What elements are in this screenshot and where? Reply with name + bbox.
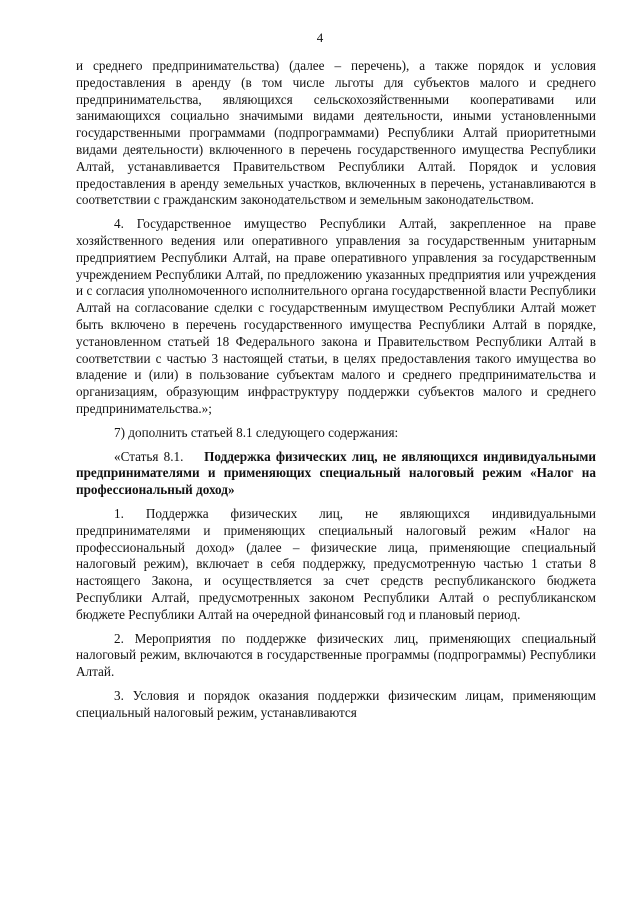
article-heading [76, 449, 596, 499]
document-body [76, 58, 596, 728]
article-paragraph-1: 1. Поддержка физических лиц, не являющихся индивидуальными предпринимателями и применяющих специальный налоговый режим «Налог на профессиональный доход» (далее – физические лица, применяющие специальный налоговый режим), включает в себя поддержку, предусмотренную частью 1 статьи 8 настоящего Закона, и осуществляется за счет средств республиканского бюджета Республики Алтай, предусмотренных законом Республики Алтай о республиканском бюджете Республики Алтай на очередной финансовый год и плановый период. [76, 505, 596, 622]
paragraph-amendment-7: 7) дополнить статьей 8.1 следующего содержания: [114, 424, 399, 440]
article-paragraph-3: 3. Условия и порядок оказания поддержки физическим лицам, применяющим специальный налоговый режим, устанавливаются [76, 687, 596, 720]
article-paragraph-2: 2. Мероприятия по поддержке физических лиц, применяющих специальный налоговый режим, включаются в государственные программы (подпрограммы) Республики Алтай. [76, 630, 596, 680]
article-number: «Статья 8.1. [114, 448, 184, 464]
article-title: Поддержка физических лиц, не являющихся индивидуальными предпринимателями и применяющих специальный налоговый режим «Налог на профессиональный доход» [76, 448, 597, 498]
page-number: 4 [316, 30, 324, 45]
paragraph-item-4: 4. Государственное имущество Республики Алтай, закрепленное на праве хозяйственного ведения или оперативного управления за государственным унитарным предприятием Республики Алтай, на праве оперативного управления за государственным учреждением Республики Алтай, по предложению указанных предприятия или учреждения и с согласия уполномоченного исполнительного органа государственной власти Республики Алтай на согласование сделки с государственным имуществом Республики Алтай может быть включено в перечень государственного имущества Республики Алтай в порядке, установленном статьей 18 Федерального закона и Правительством Республики Алтай в соответствии с частью 3 настоящей статьи, в целях предоставления такого имущества во владение и (или) в пользование субъектам малого и среднего предпринимательства и организациям, образующим инфраструктуру поддержки субъектов малого и среднего предпринимательства.»; [76, 216, 596, 416]
paragraph-continuation: и среднего предпринимательства) (далее – перечень), а также порядок и условия предоставления в аренду (в том числе льготы для субъектов малого и среднего предпринимательства, являющихся сельскохозяйственными кооперативами или занимающихся социально значимыми видами деятельности, иными установленными государственными программами (подпрограммами) Республики Алтай приоритетными видами деятельности) включенного в перечень государственного имущества Республики Алтай, устанавливается Правительством Республики Алтай. Порядок и условия предоставления в аренду земельных участков, включенных в перечень, устанавливаются в соответствии с гражданским законодательством и земельным законодательством. [76, 58, 596, 208]
